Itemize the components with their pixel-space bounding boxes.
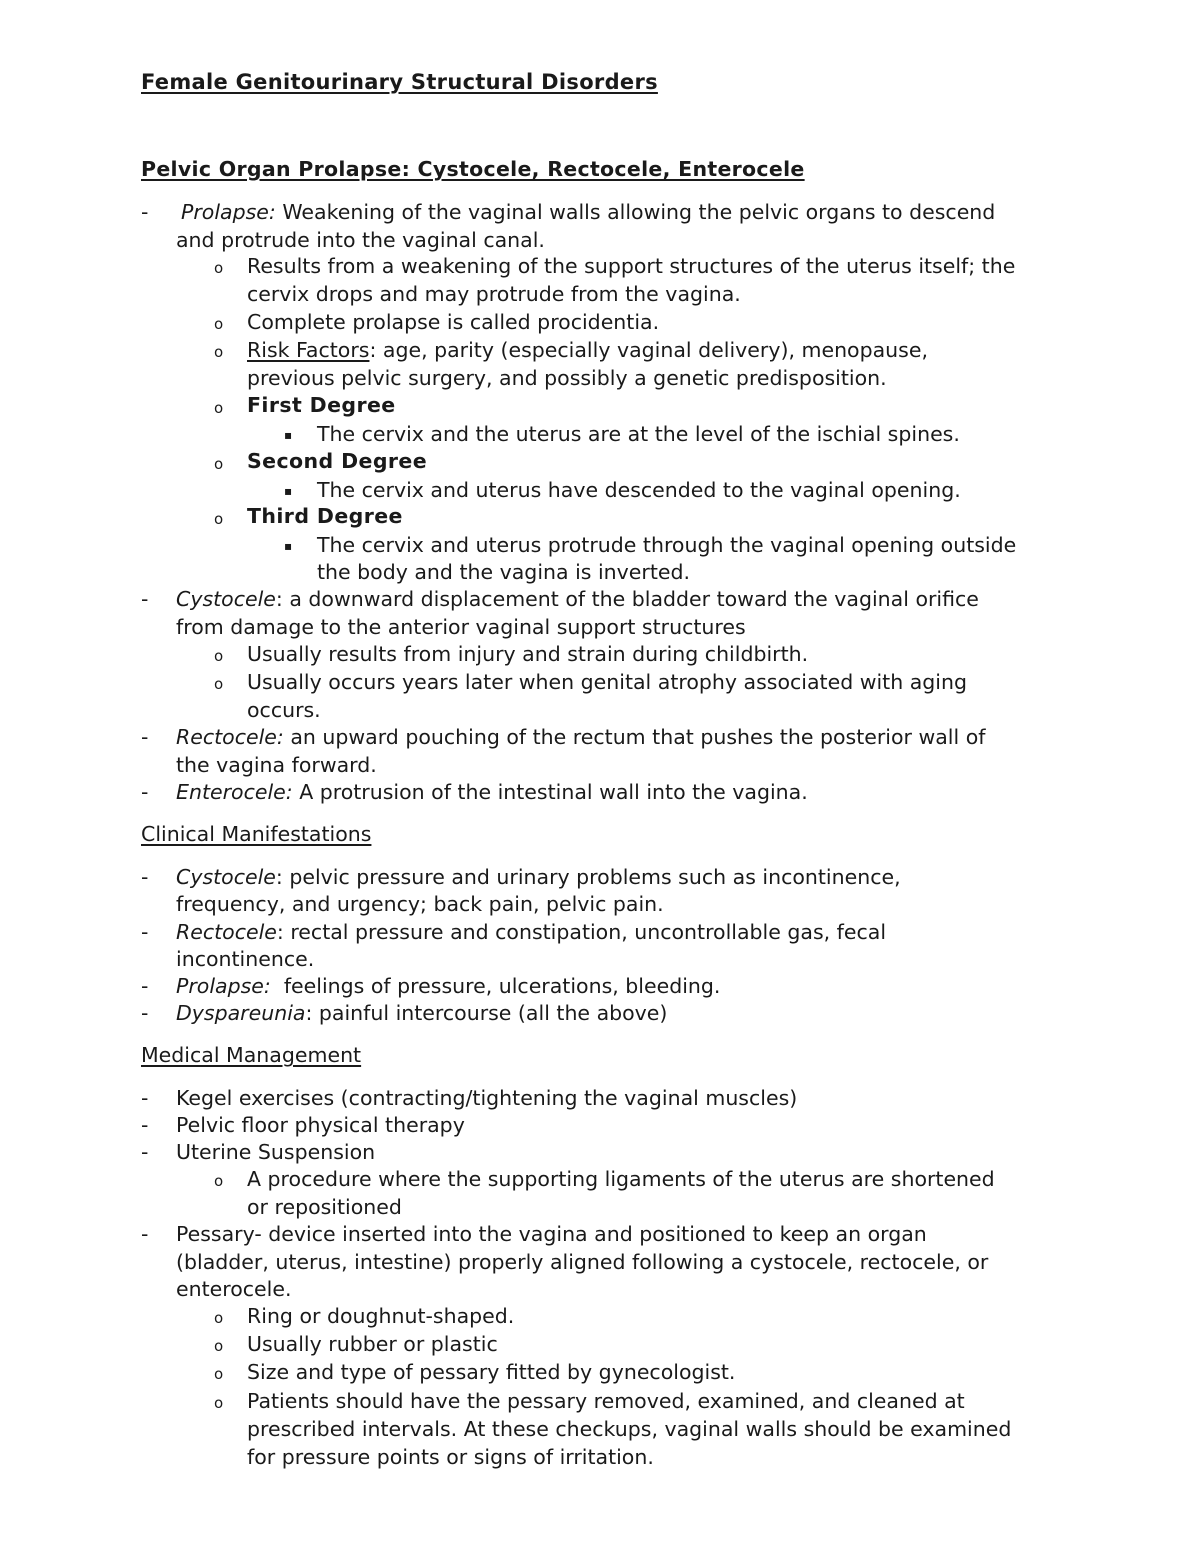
list-item-cont: previous pelvic surgery, and possibly a genetic predisposition. — [247, 366, 887, 390]
list-item-cont: (bladder, uterus, intestine) properly aligned following a cystocele, rectocele, or — [176, 1250, 989, 1274]
enterocele-definition — [176, 778, 808, 806]
circle-bullet: o — [214, 675, 224, 693]
dash-bullet: - — [141, 1086, 149, 1110]
square-bullet: ▪ — [284, 539, 293, 553]
manifestation-cystocele — [176, 863, 901, 891]
term-enterocele: Enterocele: — [176, 780, 293, 804]
list-item: The cervix and the uterus are at the level of the ischial spines. — [317, 422, 960, 446]
dash-bullet: - — [141, 974, 149, 998]
list-item: Pelvic floor physical therapy — [176, 1113, 465, 1137]
list-item-cont: incontinence. — [176, 947, 315, 971]
dash-bullet: - — [141, 780, 149, 804]
text: : pelvic pressure and urinary problems such as incontinence, — [275, 865, 901, 889]
manifestation-dyspareunia — [176, 999, 667, 1027]
term-rectocele: Rectocele: — [176, 725, 284, 749]
text: : rectal pressure and constipation, uncontrollable gas, fecal — [276, 920, 887, 944]
section-heading-medical-management: Medical Management — [141, 1043, 362, 1067]
text: : a downward displacement of the bladder toward the vaginal orifice — [275, 587, 979, 611]
list-item: Ring or doughnut-shaped. — [247, 1304, 515, 1328]
text: : age, parity (especially vaginal delivery), menopause, — [369, 338, 928, 362]
text: A protrusion of the intestinal wall into the vagina. — [292, 780, 808, 804]
dash-bullet: - — [141, 920, 149, 944]
text: an upward pouching of the rectum that pushes the posterior wall of — [283, 725, 986, 749]
list-item-cont: prescribed intervals. At these checkups, vaginal walls should be examined — [247, 1417, 1012, 1441]
dash-bullet: - — [141, 1140, 149, 1164]
dash-bullet: - — [141, 1001, 149, 1025]
text: : painful intercourse (all the above) — [305, 1001, 668, 1025]
manifestation-prolapse — [176, 972, 720, 1000]
square-bullet: ▪ — [284, 484, 293, 498]
list-item-cont: the body and the vagina is inverted. — [317, 560, 691, 584]
circle-bullet: o — [214, 1172, 224, 1190]
circle-bullet: o — [214, 343, 224, 361]
dash-bullet: - — [141, 1113, 149, 1137]
list-item: A procedure where the supporting ligaments of the uterus are shortened — [247, 1167, 995, 1191]
document-title: Female Genitourinary Structural Disorders — [141, 70, 658, 94]
term-dyspareunia: Dyspareunia — [176, 1001, 306, 1025]
circle-bullet: o — [214, 259, 224, 277]
square-bullet: ▪ — [284, 428, 293, 442]
circle-bullet: o — [214, 1394, 224, 1412]
list-item: Usually occurs years later when genital atrophy associated with aging — [247, 670, 968, 694]
list-item: Kegel exercises (contracting/tightening the vaginal muscles) — [176, 1086, 798, 1110]
list-item-cont: for pressure points or signs of irritation. — [247, 1445, 654, 1469]
section-heading-clinical-manifestations: Clinical Manifestations — [141, 822, 372, 846]
section-heading-pelvic-organ-prolapse: Pelvic Organ Prolapse: Cystocele, Rectocele, Enterocele — [141, 157, 805, 181]
term-cystocele: Cystocele — [176, 865, 276, 889]
dash-bullet: - — [141, 865, 149, 889]
list-item: Usually rubber or plastic — [247, 1332, 498, 1356]
second-degree-label: Second Degree — [247, 449, 428, 473]
list-item-cont: enterocele. — [176, 1277, 292, 1301]
list-item: Usually results from injury and strain during childbirth. — [247, 642, 809, 666]
dash-bullet: - — [141, 1222, 149, 1246]
circle-bullet: o — [214, 1365, 224, 1383]
rectocele-definition — [176, 723, 985, 751]
circle-bullet: o — [214, 315, 224, 333]
prolapse-definition-cont: and protrude into the vaginal canal. — [176, 228, 545, 252]
risk-factors-label: Risk Factors — [247, 338, 370, 362]
dash-bullet: - — [141, 587, 149, 611]
text: Weakening of the vaginal walls allowing the pelvic organs to descend — [282, 200, 996, 224]
dash-bullet: - — [141, 725, 149, 749]
list-item: Uterine Suspension — [176, 1140, 376, 1164]
circle-bullet: o — [214, 1309, 224, 1327]
manifestation-rectocele — [176, 918, 886, 946]
circle-bullet: o — [214, 510, 224, 528]
list-item: The cervix and uterus have descended to the vaginal opening. — [317, 478, 961, 502]
term-prolapse: Prolapse: — [176, 974, 271, 998]
term-cystocele: Cystocele — [176, 587, 276, 611]
third-degree-label: Third Degree — [247, 504, 403, 528]
list-item-cont: or repositioned — [247, 1195, 402, 1219]
circle-bullet: o — [214, 455, 224, 473]
list-item-cont: frequency, and urgency; back pain, pelvic pain. — [176, 892, 664, 916]
list-item: Patients should have the pessary removed, examined, and cleaned at — [247, 1389, 965, 1413]
list-item-cont: occurs. — [247, 698, 321, 722]
list-item: Complete prolapse is called procidentia. — [247, 310, 660, 334]
text: feelings of pressure, ulcerations, bleeding. — [270, 974, 721, 998]
dash-bullet: - — [141, 200, 149, 224]
cystocele-definition — [176, 585, 979, 613]
term-prolapse: Prolapse: — [181, 200, 276, 224]
list-item-cont: the vagina forward. — [176, 753, 377, 777]
circle-bullet: o — [214, 647, 224, 665]
first-degree-label: First Degree — [247, 393, 396, 417]
risk-factors-item — [247, 336, 928, 364]
list-item: Results from a weakening of the support structures of the uterus itself; the — [247, 254, 1016, 278]
list-item: The cervix and uterus protrude through the vaginal opening outside — [317, 533, 1017, 557]
circle-bullet: o — [214, 399, 224, 417]
list-item-cont: from damage to the anterior vaginal support structures — [176, 615, 746, 639]
list-item: Size and type of pessary fitted by gynecologist. — [247, 1360, 736, 1384]
list-item: Pessary- device inserted into the vagina and positioned to keep an organ — [176, 1222, 927, 1246]
circle-bullet: o — [214, 1337, 224, 1355]
list-item-cont: cervix drops and may protrude from the vagina. — [247, 282, 741, 306]
prolapse-definition — [181, 198, 995, 226]
term-rectocele: Rectocele — [176, 920, 277, 944]
